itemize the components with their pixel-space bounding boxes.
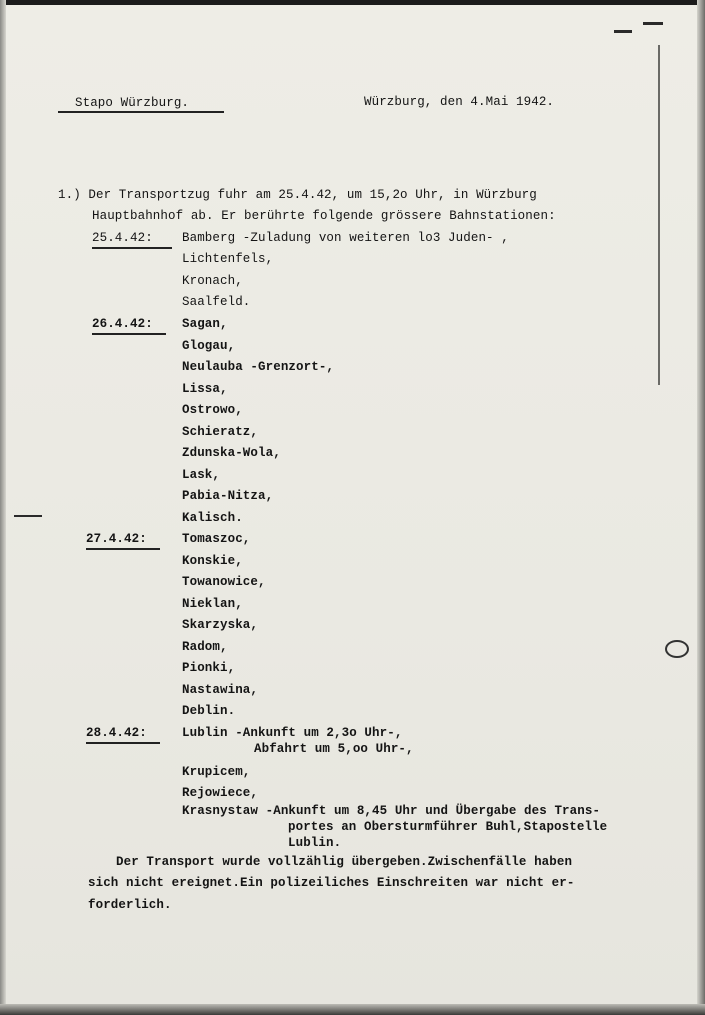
closing-line-2: sich nicht ereignet.Ein polizeiliches Einschreiten war nicht er-	[88, 876, 575, 890]
station: Pabia-Nitza,	[182, 489, 274, 503]
bottom-edge	[0, 1004, 705, 1015]
station: Schieratz,	[182, 425, 259, 439]
station: Ostrowo,	[182, 403, 243, 417]
station-continued: Lublin.	[288, 836, 342, 850]
station-departure: Abfahrt um 5,oo Uhr-,	[254, 742, 414, 756]
station: Skarzyska,	[182, 618, 259, 632]
corner-mark	[643, 22, 663, 25]
station: Zdunska-Wola,	[182, 446, 281, 460]
margin-line	[658, 45, 660, 385]
station: Pionki,	[182, 661, 236, 675]
station: Lissa,	[182, 382, 228, 396]
date-underline	[86, 548, 160, 550]
station: Glogau,	[182, 339, 236, 353]
left-edge	[0, 0, 6, 1015]
station: Krasnystaw -Ankunft um 8,45 Uhr und Übergabe des Trans-	[182, 804, 601, 818]
closing-line-1: Der Transport wurde vollzählig übergeben.Zwischenfälle haben	[116, 855, 573, 869]
station: Krupicem,	[182, 765, 251, 779]
station: Nieklan,	[182, 597, 243, 611]
station: Tomaszoc,	[182, 532, 251, 546]
station: Lublin -Ankunft um 2,3o Uhr-,	[182, 726, 403, 740]
office-heading: Stapo Würzburg.	[75, 96, 190, 110]
station: Konskie,	[182, 554, 243, 568]
station: Deblin.	[182, 704, 236, 718]
date-28-4-42: 28.4.42:	[86, 726, 147, 740]
intro-line-2: Hauptbahnhof ab. Er berührte folgende grössere Bahnstationen:	[92, 209, 556, 223]
station: Lichtenfels,	[182, 252, 274, 266]
intro-line-1: 1.) Der Transportzug fuhr am 25.4.42, um 15,2o Uhr, in Würzburg	[58, 188, 537, 202]
stray-mark	[14, 515, 42, 517]
date-25-4-42: 25.4.42:	[92, 231, 153, 245]
station: Nastawina,	[182, 683, 259, 697]
date-underline	[92, 247, 172, 249]
stray-mark	[665, 640, 689, 658]
closing-line-3: forderlich.	[88, 898, 172, 912]
top-edge	[0, 0, 705, 5]
station: Sagan,	[182, 317, 228, 331]
station: Saalfeld.	[182, 295, 251, 309]
date-underline	[86, 742, 160, 744]
right-edge	[697, 0, 705, 1015]
station: Bamberg -Zuladung von weiteren lo3 Juden- ,	[182, 231, 509, 245]
station: Lask,	[182, 468, 221, 482]
station: Neulauba -Grenzort-,	[182, 360, 335, 374]
corner-mark	[614, 30, 632, 33]
station-continued: portes an Obersturmführer Buhl,Stapostelle	[288, 820, 608, 834]
date-26-4-42: 26.4.42:	[92, 317, 153, 331]
place-date: Würzburg, den 4.Mai 1942.	[364, 95, 555, 109]
station: Kronach,	[182, 274, 243, 288]
station: Rejowiece,	[182, 786, 259, 800]
station: Towanowice,	[182, 575, 266, 589]
date-underline	[92, 333, 166, 335]
station: Kalisch.	[182, 511, 243, 525]
date-27-4-42: 27.4.42:	[86, 532, 147, 546]
station: Radom,	[182, 640, 228, 654]
office-underline	[58, 111, 224, 113]
